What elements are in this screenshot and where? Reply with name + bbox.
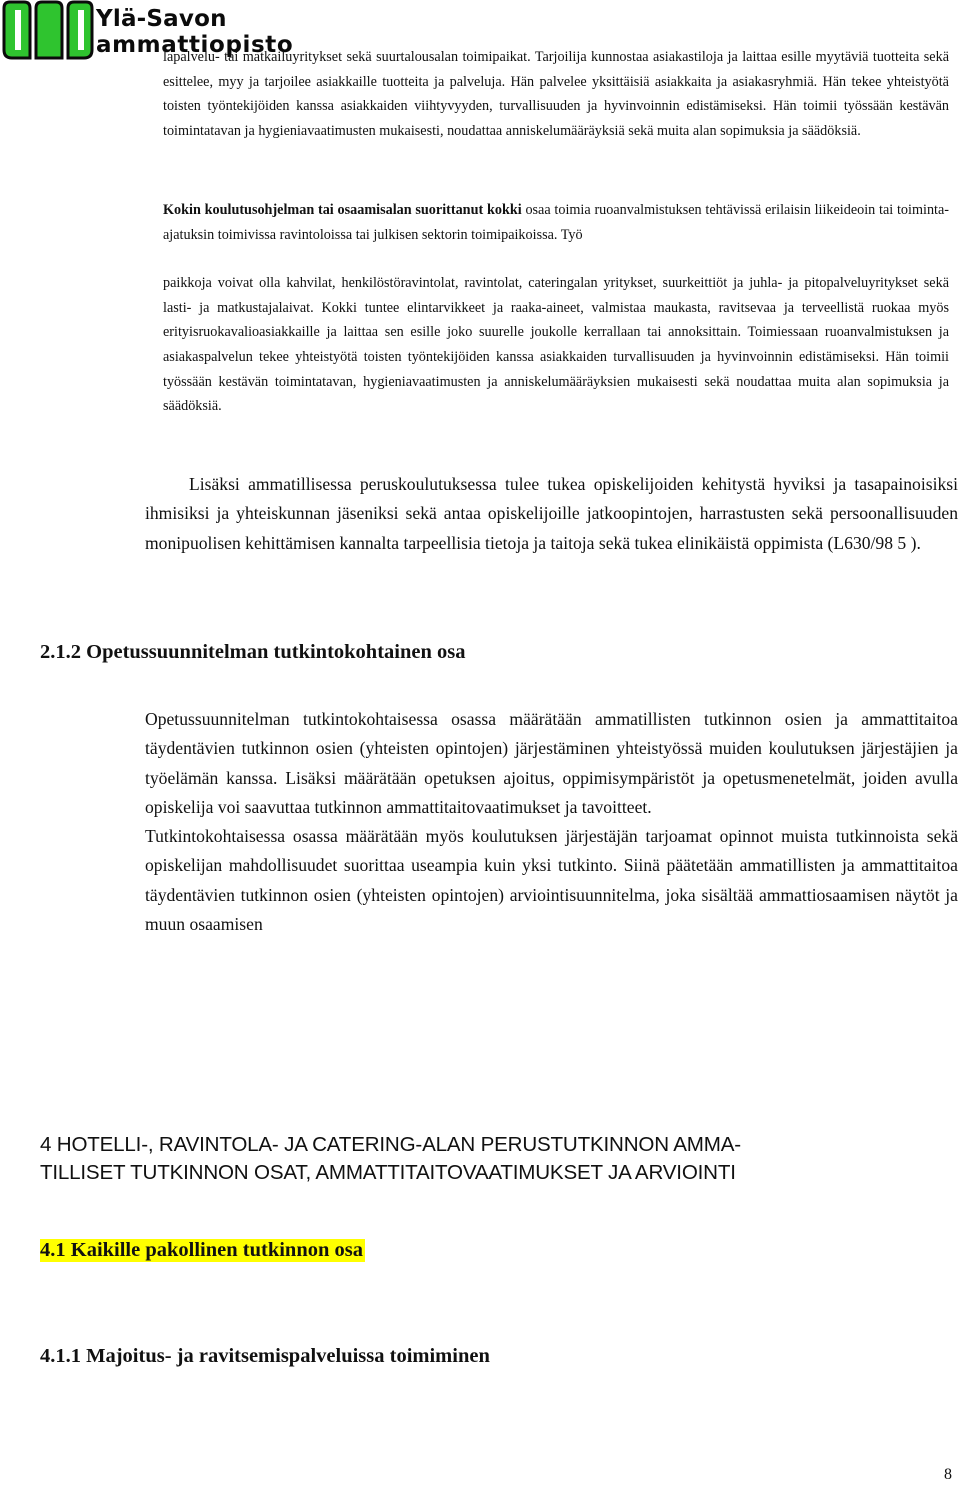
kokki-bold-lead: Kokin koulutusohjelman tai osaamisalan suorittanut kokki — [163, 202, 522, 218]
heading-4-1: 4.1 Kaikille pakollinen tutkinnon osa — [40, 1239, 363, 1261]
tarjoilija-paragraph: lapalvelu- tai matkailuyritykset sekä suurtalousalan toimipaikat. Tarjoilija kunnostaa asiakastiloja ja laittaa esille myytäviä tuotteita sekä esittelee, myy ja tarjoilee asiakkaille tuotteita ja palveluja. Hän palvelee yksittäisiä asiakkaita ja asiakasryhmiä. Hän tekee yhteistyötä toisten työntekijöiden kanssa asiakkaiden viihtyvyyden, turvallisuuden ja hyvinvoinnin edistämiseksi. Hän toimii työssään kestävän toimintatavan ja hygieniavaatimusten mukaisesti, noudattaa anniskelumääräyksiä sekä muita alan sopimuksia ja säädöksiä. — [163, 49, 949, 139]
kokki-paragraph-1 — [163, 198, 949, 247]
heading-2-1-2: 2.1.2 Opetussuunnitelman tutkintokohtainen osa — [40, 641, 466, 663]
kokki-paragraph-block — [163, 198, 949, 419]
logo-emblem-icon — [0, 0, 96, 62]
kokki-paragraph-1-rest: osaa toimia ruoanvalmistuksen tehtävissä erilaisin liikeideoin tai toiminta-ajatuksin toimivissa ravintoloissa tai julkisen sektorin toimipaikoissa. Työ — [163, 202, 949, 243]
chapter-4-heading-line1: 4 HOTELLI-, RAVINTOLA- JA CATERING-ALAN PERUSTUTKINNON AMMA- — [40, 1133, 741, 1156]
tarjoilija-paragraph-block — [163, 45, 949, 143]
lisaksi-text: Lisäksi ammatillisessa peruskoulutuksessa tulee tukea opiskelijoiden kehitystä hyviksi ja tasapainoisiksi ihmisiksi ja yhteiskunnan jäseniksi sekä antaa opiskelijoille jatkoopintojen, harrastusten sekä persoonallisuuden monipuolisen kehittämisen kannalta tarpeellisia tietoja ja taitoja sekä tukea elinikäistä oppimista (L630/98 5 ). — [145, 474, 958, 553]
chapter-4-heading — [40, 1131, 940, 1187]
lisaksi-paragraph-block — [145, 470, 958, 558]
opetussuunnitelma-paragraph-1: Opetussuunnitelman tutkintokohtaisessa osassa määrätään ammatillisten tutkinnon osien ja ammattitaitoa täydentävien tutkinnon osien (yhteisten opintojen) järjestäminen yhteistyössä muiden koulutuksen järjestäjien ja työelämän kanssa. Lisäksi määrätään opetuksen ajoitus, oppimisympäristöt ja opetusmenetelmät, joiden avulla opiskelija voi saavuttaa tutkinnon ammattitaitovaatimukset ja tavoitteet. — [145, 709, 958, 817]
logo-name-line1: Ylä-Savon — [96, 6, 227, 32]
kokki-paragraph-2: paikkoja voivat olla kahvilat, henkilöstöravintolat, ravintolat, cateringalan yritykset, suurkeittiöt ja juhla- ja pitopalveluyritykset sekä lasti- ja matkustajalaivat. Kokki tuntee elintarvikkeet ja raaka-aineet, valmistaa maukasta, ravitsevaa ja terveellistä ruokaa myös erityisruokavalioasiakkaille ja laittaa sen esille joko suurelle joukolle kerrallaan tai annoksittain. Toimiessaan ruoanvalmistuksen ja asiakaspalvelun tekee yhteistyötä toisten työntekijöiden kanssa asiakkaiden turvallisuuden ja hyvinvoinnin edistämiseksi. Hän toimii työssään kestävän toimintatavan, hygieniavaatimusten ja anniskelumääräyksien mukaisesti sekä noudattaa muita alan sopimuksia ja säädöksiä. — [163, 275, 949, 415]
chapter-4-heading-line2: TILLISET TUTKINNON OSAT, AMMATTITAITOVAATIMUKSET JA ARVIOINTI — [40, 1161, 736, 1184]
heading-4-1-1: 4.1.1 Majoitus- ja ravitsemispalveluissa toimiminen — [40, 1345, 490, 1367]
page-number: 8 — [944, 1466, 952, 1483]
opetussuunnitelma-paragraph-block — [145, 705, 958, 939]
opetussuunnitelma-paragraph-2: Tutkintokohtaisessa osassa määrätään myös koulutuksen järjestäjän tarjoamat opinnot muista tutkinnoista sekä opiskelijan mahdollisuudet suorittaa useampia kuin yksi tutkinto. Siinä päätetään ammatillisten ja ammattitaitoa täydentävien tutkinnon osien (yhteisten opintojen) arviointisuunnitelma, joka sisältää ammattiosaamisen näytöt ja muun osaamisen — [145, 826, 958, 935]
lisaksi-paragraph — [145, 470, 958, 558]
logo-name-line2: ammattiopisto — [96, 32, 294, 58]
